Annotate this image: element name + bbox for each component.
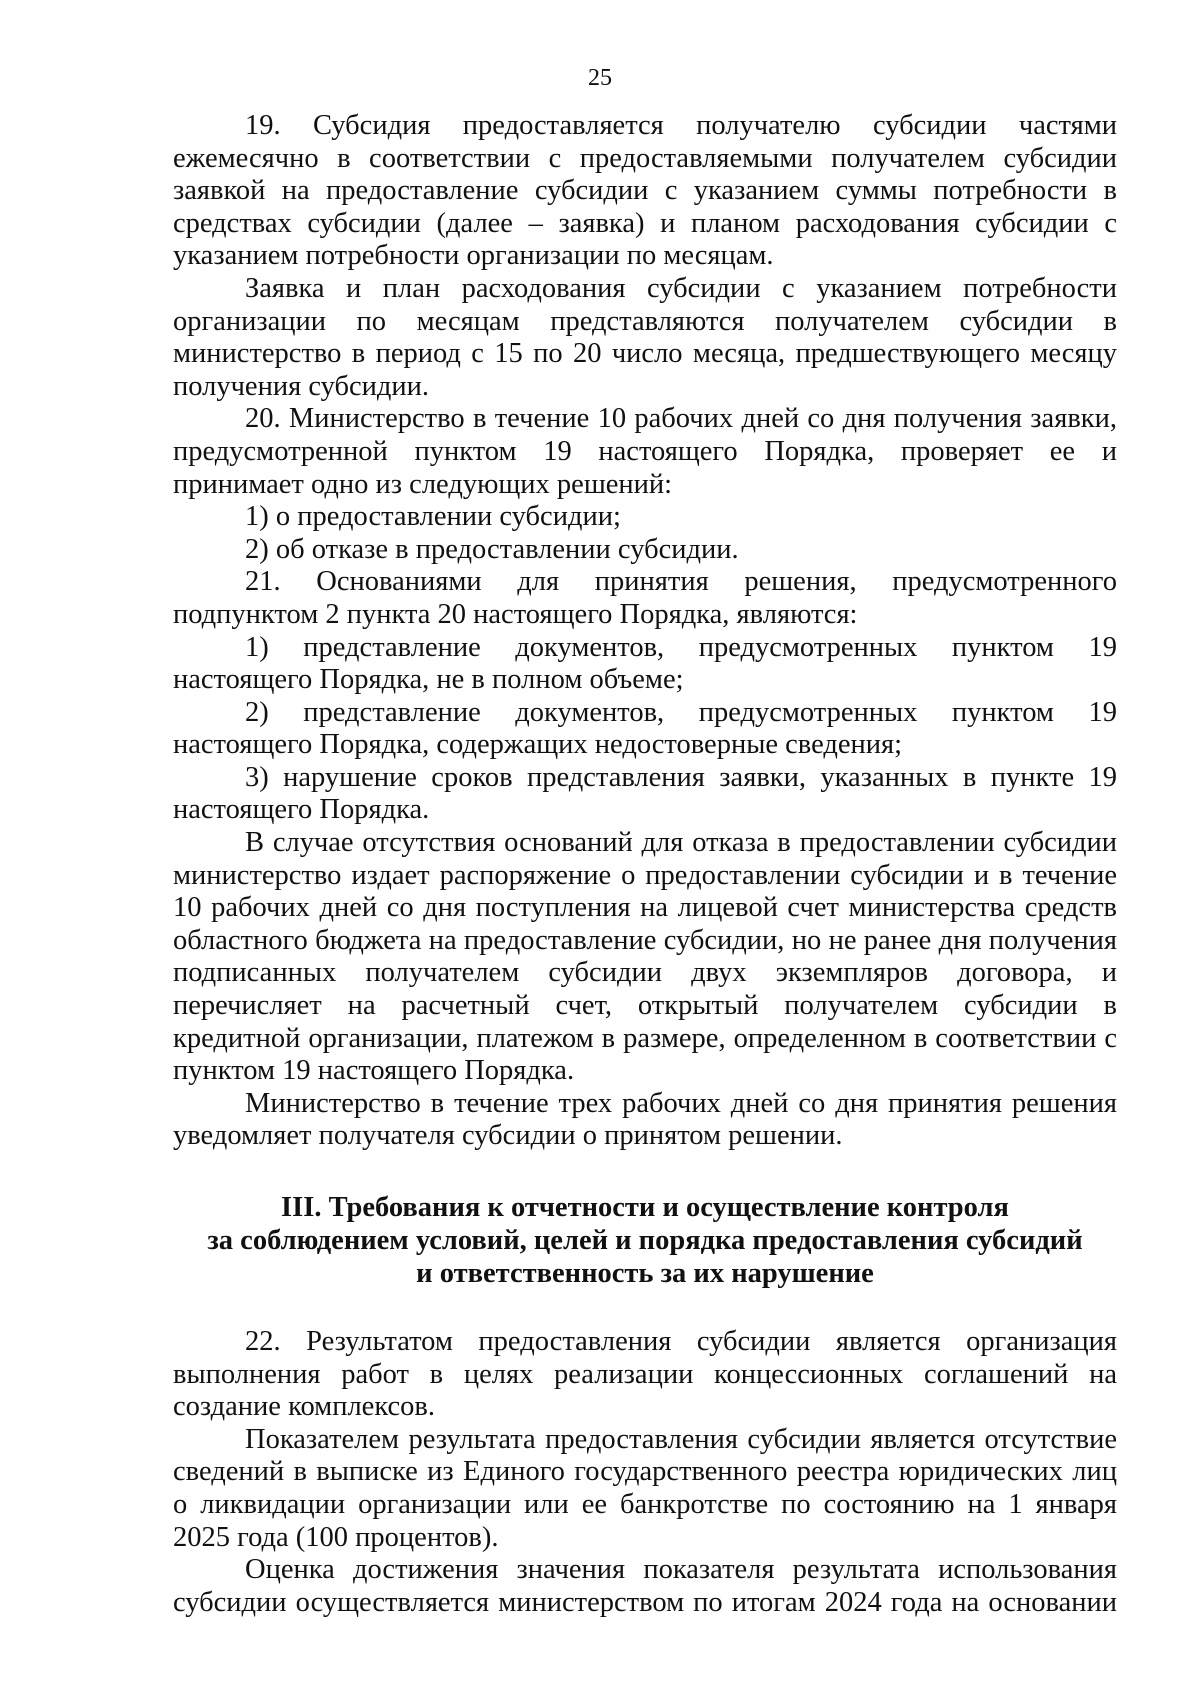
list-item-ground-deadline: 3) нарушение сроков представления заявки, указанных в пункте 19 настоящего Порядка. [173,761,1117,826]
paragraph-application-deadline: Заявка и план расходования субсидии с указанием потребности организации по месяцам представляются получателем субсидии в министерство в период с 15 по 20 число месяца, предшествующего месяцу получения субсидии. [173,272,1117,402]
section-heading-line-1: III. Требования к отчетности и осуществление контроля [281,1192,1009,1223]
section-heading-line-3: и ответственность за их нарушение [416,1258,874,1289]
paragraph-no-grounds-transfer: В случае отсутствия оснований для отказа в предоставлении субсидии министерство издает распоряжение о предоставлении субсидии и в течение 10 рабочих дней со дня поступления на лицевой счет министерства средств областного бюджета на предоставление субсидии, но не ранее дня получения подписанных получателем субсидии двух экземпляров договора, и перечисляет на расчетный счет, открытый получателем субсидии в кредитной организации, платежом в размере, определенном в соответствии с пунктом 19 настоящего Порядка. [173,827,1117,1087]
paragraph-22: 22. Результатом предоставления субсидии является организация выполнения работ в целях реализации концессионных соглашений на создание комплексов. [173,1326,1117,1423]
paragraph-evaluation: Оценка достижения значения показателя результата использования субсидии осуществляется министерством по итогам 2024 года на основании [173,1554,1117,1618]
paragraph-21: 21. Основаниями для принятия решения, предусмотренного подпунктом 2 пункта 20 настоящего Порядка, являются: [173,566,1117,630]
paragraph-result-indicator: Показателем результата предоставления субсидии является отсутствие сведений в выписке из Единого государственного реестра юридических лиц о ликвидации организации или ее банкротстве по состоянию на 1 января 2025 года (100 процентов). [173,1423,1117,1553]
list-item-ground-incomplete: 1) представление документов, предусмотренных пунктом 19 настоящего Порядка, не в полном объеме; [173,631,1117,696]
paragraph-notification: Министерство в течение трех рабочих дней со дня принятия решения уведомляет получателя субсидии о принятом решении. [173,1087,1117,1152]
paragraph-19: 19. Субсидия предоставляется получателю субсидии частями ежемесячно в соответствии с предоставляемыми получателем субсидии заявкой на предоставление субсидии с указанием суммы потребности в средствах субсидии (далее – заявка) и планом расходования субсидии с указанием потребности организации по месяцам. [173,110,1117,272]
list-item-decision-grant: 1) о предоставлении субсидии; [245,501,621,533]
paragraph-20: 20. Министерство в течение 10 рабочих дней со дня получения заявки, предусмотренной пунктом 19 настоящего Порядка, проверяет ее и принимает одно из следующих решений: [173,403,1117,500]
section-heading-iii [173,1191,1117,1290]
section-heading-line-2: за соблюдением условий, целей и порядка предоставления субсидий [207,1225,1083,1256]
document-body [173,110,1117,1619]
list-item-decision-refuse: 2) об отказе в предоставлении субсидии. [245,533,739,565]
list-item-ground-unreliable: 2) представление документов, предусмотренных пунктом 19 настоящего Порядка, содержащих недостоверные сведения; [173,696,1117,761]
page-number: 25 [588,65,612,91]
